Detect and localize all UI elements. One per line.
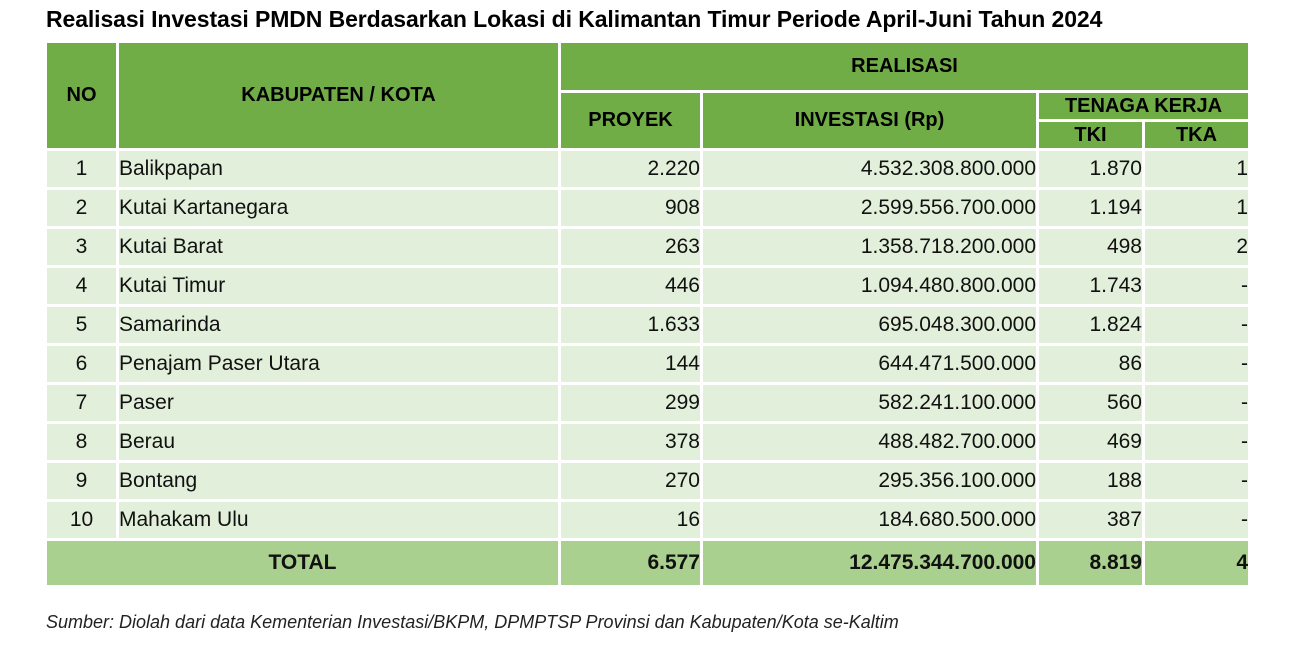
cell-no: 5 [47,307,116,343]
cell-region: Samarinda [119,307,558,343]
table-row [47,229,1248,265]
table-row [47,151,1248,187]
cell-tki: 387 [1039,502,1142,538]
total-row [47,541,1248,585]
cell-proyek: 1.633 [561,307,700,343]
header-tenaga-kerja: TENAGA KERJA [1039,93,1248,119]
cell-region: Kutai Timur [119,268,558,304]
cell-tki: 498 [1039,229,1142,265]
cell-no: 2 [47,190,116,226]
header-realisasi: REALISASI [561,43,1248,90]
cell-tka: - [1145,463,1248,499]
cell-no: 3 [47,229,116,265]
cell-no: 6 [47,346,116,382]
total-proyek: 6.577 [561,541,700,585]
cell-investasi: 2.599.556.700.000 [703,190,1036,226]
header-tka: TKA [1145,122,1248,148]
cell-region: Penajam Paser Utara [119,346,558,382]
cell-region: Berau [119,424,558,460]
total-tki: 8.819 [1039,541,1142,585]
cell-tki: 1.743 [1039,268,1142,304]
cell-investasi: 644.471.500.000 [703,346,1036,382]
table-row [47,307,1248,343]
cell-tka: - [1145,268,1248,304]
header-no: NO [47,43,116,148]
cell-proyek: 2.220 [561,151,700,187]
cell-no: 7 [47,385,116,421]
cell-investasi: 295.356.100.000 [703,463,1036,499]
header-tki: TKI [1039,122,1142,148]
cell-investasi: 1.094.480.800.000 [703,268,1036,304]
header-investasi: INVESTASI (Rp) [703,93,1036,148]
cell-region: Kutai Kartanegara [119,190,558,226]
cell-tki: 1.194 [1039,190,1142,226]
cell-proyek: 908 [561,190,700,226]
cell-no: 4 [47,268,116,304]
total-label: TOTAL [47,541,558,585]
cell-investasi: 695.048.300.000 [703,307,1036,343]
cell-proyek: 16 [561,502,700,538]
header-proyek: PROYEK [561,93,700,148]
table-row [47,268,1248,304]
table-row [47,385,1248,421]
cell-proyek: 299 [561,385,700,421]
cell-tki: 86 [1039,346,1142,382]
document-title: Realisasi Investasi PMDN Berdasarkan Lokasi di Kalimantan Timur Periode April-Juni Tahun 2024 [46,6,1103,32]
cell-tka: - [1145,502,1248,538]
cell-region: Balikpapan [119,151,558,187]
header-region: KABUPATEN / KOTA [119,43,558,148]
cell-proyek: 270 [561,463,700,499]
cell-investasi: 184.680.500.000 [703,502,1036,538]
table-row [47,346,1248,382]
table-row [47,424,1248,460]
cell-tka: - [1145,307,1248,343]
cell-tka: - [1145,424,1248,460]
table-row [47,502,1248,538]
cell-no: 1 [47,151,116,187]
total-investasi: 12.475.344.700.000 [703,541,1036,585]
cell-no: 8 [47,424,116,460]
cell-proyek: 263 [561,229,700,265]
cell-proyek: 446 [561,268,700,304]
cell-tki: 188 [1039,463,1142,499]
cell-tki: 1.824 [1039,307,1142,343]
cell-investasi: 488.482.700.000 [703,424,1036,460]
table-row [47,190,1248,226]
cell-region: Bontang [119,463,558,499]
source-note: Sumber: Diolah dari data Kementerian Investasi/BKPM, DPMPTSP Provinsi dan Kabupaten/Kota se-Kaltim [46,612,899,632]
cell-region: Mahakam Ulu [119,502,558,538]
cell-no: 10 [47,502,116,538]
cell-tka: 2 [1145,229,1248,265]
cell-tka: 1 [1145,190,1248,226]
cell-no: 9 [47,463,116,499]
cell-investasi: 582.241.100.000 [703,385,1036,421]
cell-proyek: 378 [561,424,700,460]
cell-investasi: 1.358.718.200.000 [703,229,1036,265]
cell-region: Paser [119,385,558,421]
cell-tki: 1.870 [1039,151,1142,187]
cell-tki: 560 [1039,385,1142,421]
cell-tka: 1 [1145,151,1248,187]
investment-table [44,40,1251,588]
total-tka: 4 [1145,541,1248,585]
table-row [47,463,1248,499]
cell-tka: - [1145,346,1248,382]
cell-proyek: 144 [561,346,700,382]
table-body [47,151,1248,585]
cell-tki: 469 [1039,424,1142,460]
cell-region: Kutai Barat [119,229,558,265]
cell-tka: - [1145,385,1248,421]
cell-investasi: 4.532.308.800.000 [703,151,1036,187]
